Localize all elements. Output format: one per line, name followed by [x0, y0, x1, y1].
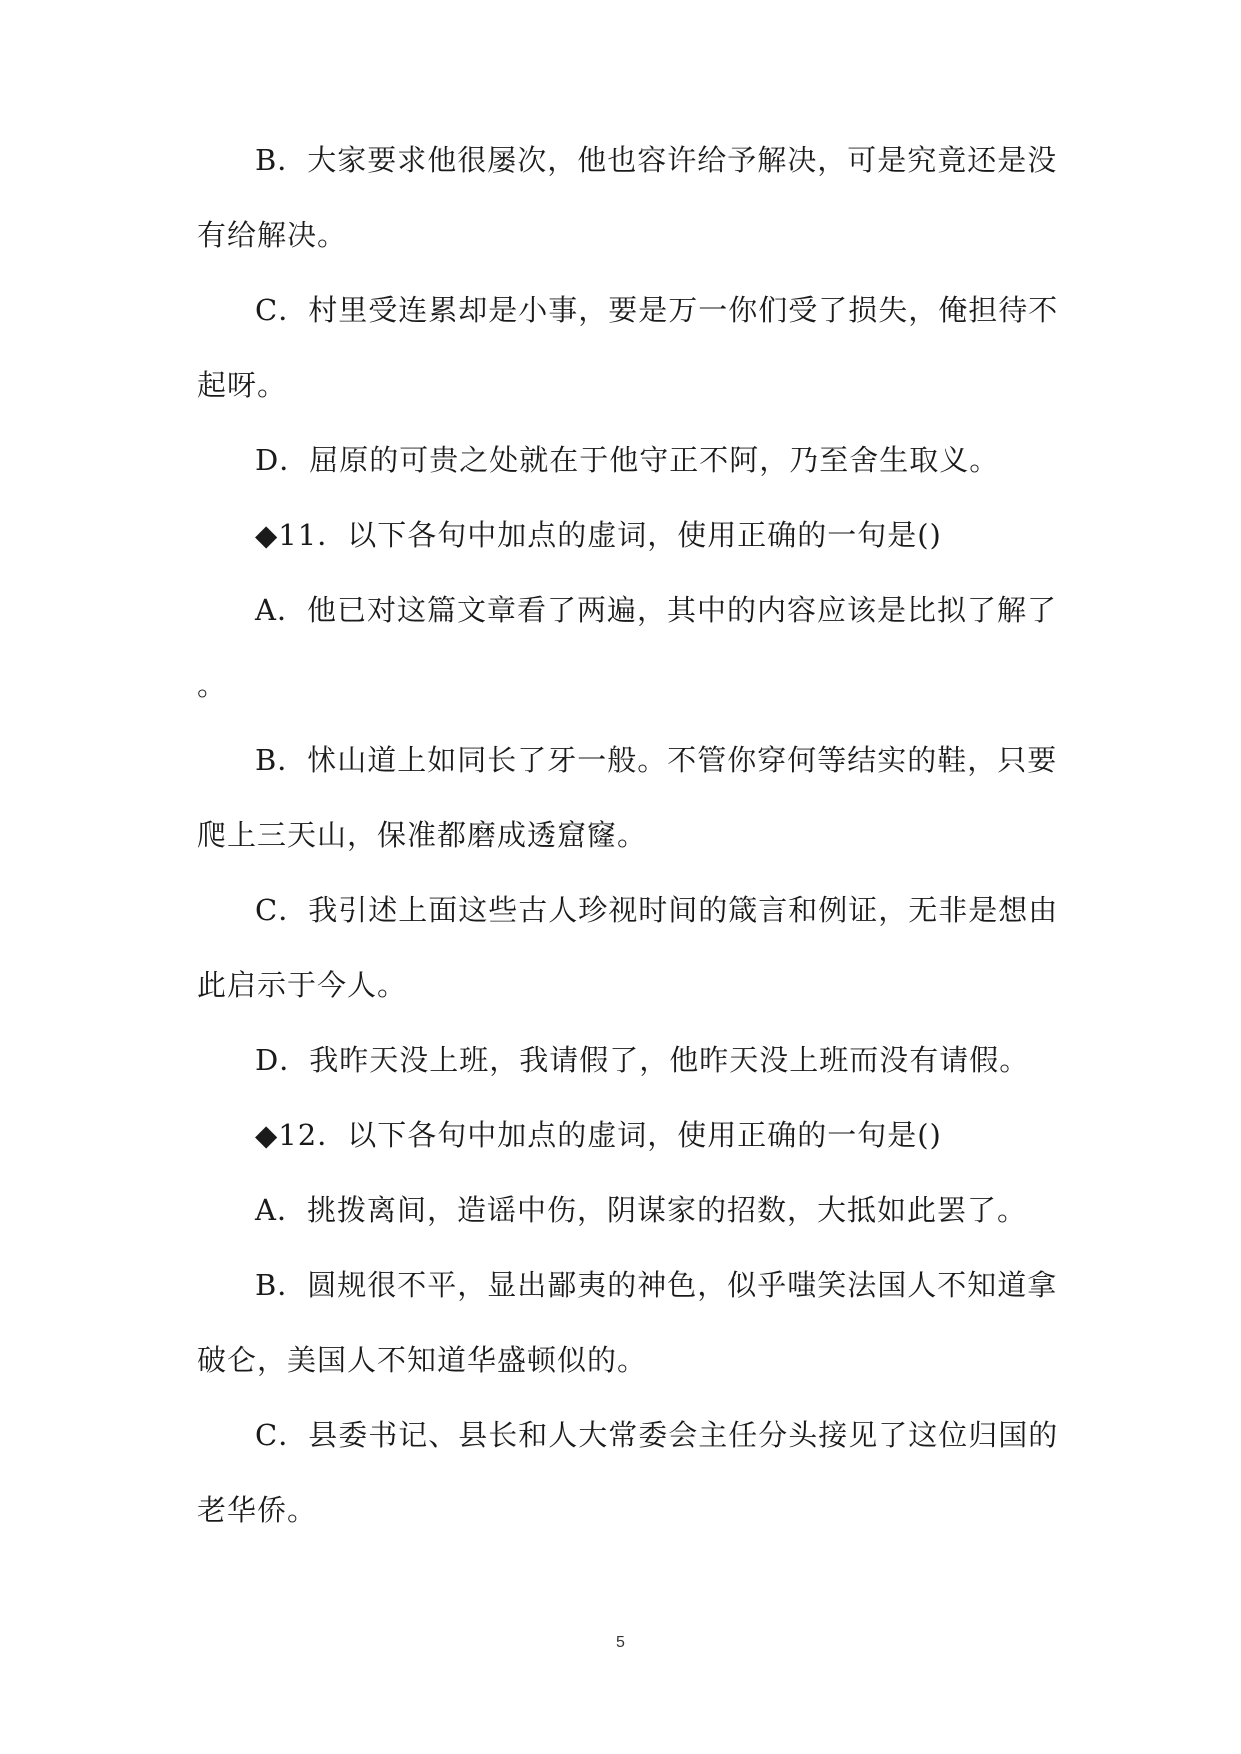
- document-body: [197, 141, 1059, 1566]
- q11-option-d-line: D．我昨天没上班，我请假了，他昨天没上班而没有请假。: [255, 1043, 1030, 1077]
- question-11: ◆11．以下各句中加点的虚词，使用正确的一句是(): [255, 518, 942, 552]
- question-12: ◆12．以下各句中加点的虚词，使用正确的一句是(): [255, 1118, 942, 1152]
- option-d-line: D．屈原的可贵之处就在于他守正不阿，乃至舍生取义。: [255, 443, 1000, 477]
- q11-option-b-line-2: 爬上三天山，保准都磨成透窟窿。: [197, 818, 648, 852]
- option-c-line-1: C．村里受连累却是小事，要是万一你们受了损失，俺担待不: [255, 293, 1059, 327]
- q12-option-c-line-1: C．县委书记、县长和人大常委会主任分头接见了这位归国的: [255, 1418, 1059, 1452]
- q12-option-b-line-1: B．圆规很不平，显出鄙夷的神色，似乎嗤笑法国人不知道拿: [255, 1268, 1058, 1302]
- q12-option-c-line-2: 老华侨。: [197, 1493, 318, 1527]
- q12-option-b-line-2: 破仑，美国人不知道华盛顿似的。: [197, 1343, 648, 1377]
- option-b-line-1: B．大家要求他很屡次，他也容许给予解决，可是究竟还是没: [255, 143, 1058, 177]
- option-b-line-2: 有给解决。: [197, 218, 348, 252]
- q11-option-c-line-1: C．我引述上面这些古人珍视时间的箴言和例证，无非是想由: [255, 893, 1059, 927]
- q11-option-a-line-2: 。: [197, 668, 228, 702]
- q11-option-b-line-1: B．怵山道上如同长了牙一般。不管你穿何等结实的鞋，只要: [255, 743, 1058, 777]
- q12-option-a-line: A．挑拨离间，造谣中伤，阴谋家的招数，大抵如此罢了。: [255, 1193, 1027, 1227]
- q11-option-c-line-2: 此启示于今人。: [197, 968, 408, 1002]
- q11-option-a-line-1: A．他已对这篇文章看了两遍，其中的内容应该是比拟了解了: [255, 593, 1057, 627]
- page-number: 5: [616, 1634, 625, 1651]
- option-c-line-2: 起呀。: [197, 368, 288, 402]
